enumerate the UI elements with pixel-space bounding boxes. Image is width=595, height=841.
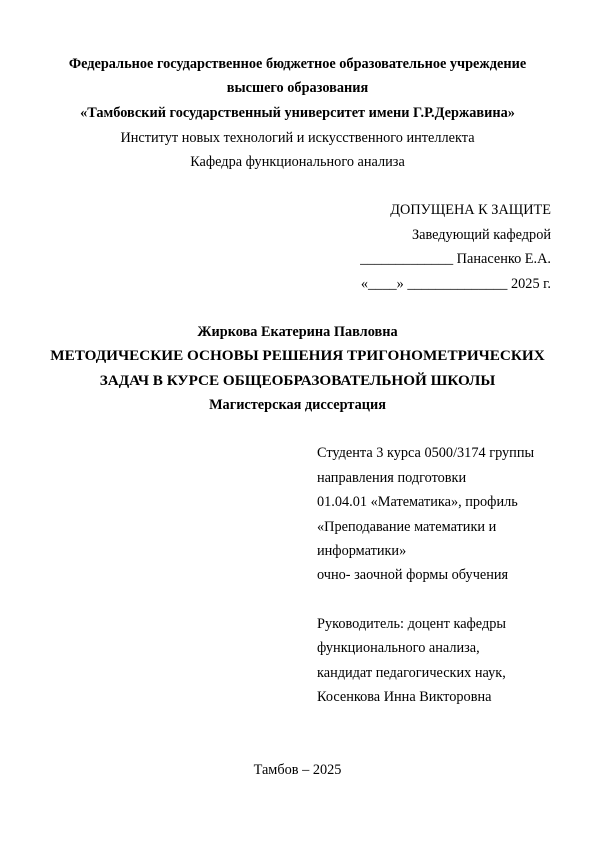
student-info-line6: очно- заочной формы обучения [317,567,509,583]
education-level: высшего образования [226,80,369,96]
institute-name: Институт новых технологий и искусственного интеллекта [120,130,475,146]
approval-head-position: Заведующий кафедрой [411,227,551,243]
university-name: «Тамбовский государственный университет имени Г.Р.Державина» [80,105,515,121]
institution-type: Федеральное государственное бюджетное образовательное учреждение [68,56,527,72]
supervisor-name: Косенкова Инна Викторовна [317,689,492,705]
student-info-line4: «Преподавание математики и [317,519,497,535]
city-year: Тамбов – 2025 [253,762,342,778]
student-info-line2: направления подготовки [317,470,467,486]
supervisor-line2: функционального анализа, [317,640,480,656]
student-info-line1: Студента 3 курса 0500/3174 группы [317,445,535,461]
author-name: Жиркова Екатерина Павловна [197,324,398,340]
approval-heading: ДОПУЩЕНА К ЗАЩИТЕ [390,202,551,218]
thesis-title-line1: МЕТОДИЧЕСКИЕ ОСНОВЫ РЕШЕНИЯ ТРИГОНОМЕТРИЧЕСКИХ [50,347,545,364]
approval-signature-line: _____________ Панасенко Е.А. [360,251,551,267]
approval-date-line: «____» ______________ 2025 г. [360,276,551,292]
supervisor-line3: кандидат педагогических наук, [317,665,506,681]
supervisor-line1: Руководитель: доцент кафедры [317,616,506,632]
student-info-line3: 01.04.01 «Математика», профиль [317,494,518,510]
student-info-line5: информатики» [317,543,407,559]
work-type: Магистерская диссертация [209,397,386,413]
thesis-title-line2: ЗАДАЧ В КУРСЕ ОБЩЕОБРАЗОВАТЕЛЬНОЙ ШКОЛЫ [99,372,496,389]
department-name: Кафедра функционального анализа [190,154,405,170]
